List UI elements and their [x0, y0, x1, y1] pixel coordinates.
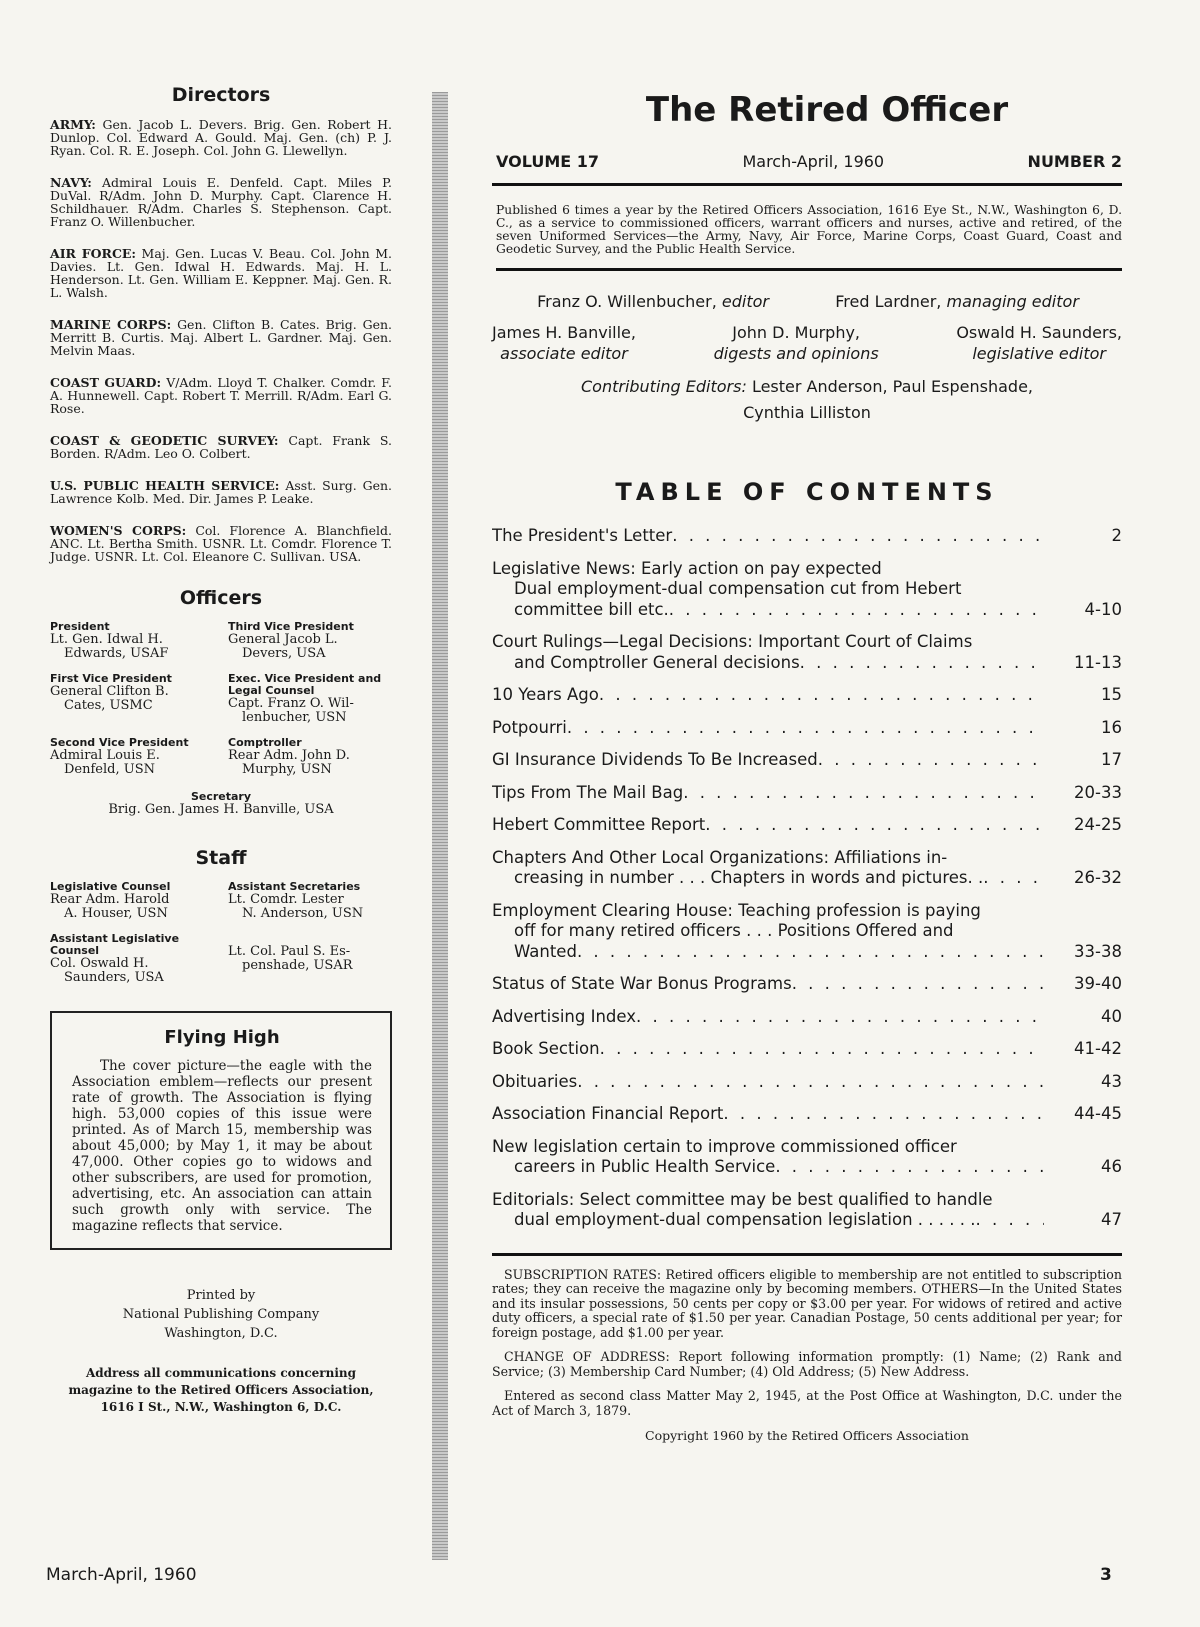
- officer-entry: [228, 933, 392, 985]
- toc-entry-title: 10 Years Ago . . .: [492, 685, 1044, 706]
- director-names: V/Adm. Lloyd T. Chalker. Comdr. F. A. Hunnewell. Capt. Robert T. Merrill. R/Adm. Earl G. Rose.: [50, 375, 392, 416]
- editor-entry: Oswald H. Saunders, legislative editor: [956, 323, 1122, 363]
- officer-entry: [50, 933, 214, 985]
- toc-page-number: 4-10: [1084, 599, 1122, 619]
- director-group: [50, 176, 392, 228]
- toc-page-number: 2: [1111, 526, 1122, 545]
- toc-entry: [492, 783, 1122, 804]
- staff-grid: [50, 881, 392, 985]
- toc-entry-title: GI Insurance Dividends To Be Increased . . .: [492, 750, 1044, 771]
- branch-label: COAST GUARD:: [50, 375, 162, 390]
- magazine-title: The Retired Officer: [645, 90, 1009, 130]
- staff-heading: Staff: [195, 847, 247, 869]
- contributing-editors: [492, 374, 1122, 426]
- printed-by: [50, 1286, 392, 1343]
- editor-entry: John D. Murphy, digests and opinions: [713, 323, 879, 363]
- officer-role: Assistant Secretaries: [228, 880, 361, 893]
- officer-role: Comptroller: [228, 736, 302, 749]
- officer-role: Legislative Counsel: [50, 880, 171, 893]
- publication-note: Published 6 times a year by the Retired Officers Association, 1616 Eye St., N.W., Washington 6, D. C., as a service to commissioned officers, warrant officers and nurses, active and retired, of the seven Uniformed Services—the Army, Navy, Air Force, Marine Corps, Coast Guard, Coast and Geodetic Survey, and the Public Health Service.: [496, 204, 1122, 271]
- officers-heading: Officers: [179, 587, 263, 609]
- toc-page-number: 26-32: [1074, 868, 1122, 887]
- director-names: Col. Florence A. Blanchfield. ANC. Lt. Bertha Smith. USNR. Lt. Comdr. Florence T. Judge. USNR. Lt. Col. Eleanore C. Sullivan. USA.: [50, 523, 392, 564]
- toc-entry: [492, 750, 1122, 771]
- toc-page-number: 46: [1101, 1157, 1122, 1176]
- contributing-names: Lester Anderson, Paul Espenshade,: [751, 377, 1034, 396]
- toc-title: TABLE OF CONTENTS: [615, 478, 999, 506]
- toc-entry: [492, 526, 1122, 547]
- flying-high-title: Flying High: [164, 1027, 280, 1048]
- toc-entry: [492, 901, 1122, 963]
- director-names: Gen. Clifton B. Cates. Brig. Gen. Merritt B. Curtis. Maj. Albert L. Gardner. Maj. Gen. Melvin Maas.: [50, 317, 393, 358]
- contributing-names: Cynthia Lilliston: [743, 403, 871, 422]
- toc-entry-title: Book Section . . .: [492, 1039, 1044, 1060]
- officer-name: Lt. Comdr. Lester N. Anderson, USN: [228, 892, 364, 921]
- officer-name: Lt. Col. Paul S. Es- penshade, USAR: [228, 944, 353, 973]
- page-number: 3: [1100, 1565, 1112, 1585]
- flying-high-box: [50, 1011, 392, 1250]
- toc-page-number: 20-33: [1074, 782, 1122, 802]
- toc-entry-title: The President's Letter . . .: [492, 526, 1044, 547]
- toc-page-number: 17: [1101, 750, 1122, 769]
- secretary-name: Brig. Gen. James H. Banville, USA: [108, 802, 334, 817]
- director-names: Asst. Surg. Gen. Lawrence Kolb. Med. Dir. James P. Leake.: [50, 478, 392, 506]
- toc-entry-title: Editorials: Select committee may be best qualified to handle dual employment-dual compensation legislation . . . . . . . . .: [492, 1190, 1044, 1231]
- toc-page-number: 43: [1101, 1071, 1122, 1091]
- officer-name: Col. Oswald H. Saunders, USA: [50, 956, 164, 985]
- right-column: [492, 90, 1122, 1443]
- director-names: Gen. Jacob L. Devers. Brig. Gen. Robert H. Dunlop. Col. Edward A. Gould. Maj. Gen. (ch) P. J. Ryan. Col. R. E. Joseph. Col. John G. Llewellyn.: [50, 117, 392, 158]
- officer-entry: [50, 737, 214, 777]
- issue-info: [492, 152, 1122, 186]
- printed-by-line: Washington, D.C.: [164, 1326, 278, 1341]
- toc-page-number: 39-40: [1074, 974, 1122, 993]
- table-of-contents: [492, 526, 1122, 1231]
- issue-date: March-April, 1960: [742, 152, 885, 171]
- toc-entry-title: New legislation certain to improve commissioned officer careers in Public Health Service . . .: [492, 1137, 1044, 1178]
- officers-grid: [50, 621, 392, 777]
- branch-label: ARMY:: [50, 117, 96, 132]
- officer-name: Rear Adm. Harold A. Houser, USN: [50, 892, 170, 921]
- address-line: magazine to the Retired Officers Association,: [68, 1383, 374, 1397]
- officer-role: Second Vice President: [50, 736, 189, 749]
- subscription-info: [492, 1253, 1122, 1419]
- officer-role: Assistant Legislative Counsel: [50, 932, 180, 957]
- toc-entry-title: Hebert Committee Report . . .: [492, 815, 1044, 836]
- editors-row-1: [492, 291, 1122, 312]
- toc-entry: [492, 1007, 1122, 1028]
- issue-number: NUMBER 2: [1027, 152, 1122, 171]
- director-group: [50, 524, 392, 563]
- toc-page-number: 11-13: [1074, 652, 1122, 672]
- toc-page-number: 16: [1101, 717, 1122, 737]
- editor-entry: Franz O. Willenbucher, editor: [537, 292, 769, 311]
- officer-name: General Jacob L. Devers, USA: [228, 632, 338, 661]
- director-names: Maj. Gen. Lucas V. Beau. Col. John M. Davies. Lt. Gen. Idwal H. Edwards. Maj. H. L. Henderson. Lt. Gen. William E. Keppner. Maj. Gen. R. L. Walsh.: [50, 246, 392, 300]
- officer-entry: [50, 673, 214, 725]
- officer-name: Capt. Franz O. Wil- lenbucher, USN: [228, 696, 354, 725]
- director-group: [50, 118, 392, 157]
- officer-name: General Clifton B. Cates, USMC: [50, 684, 169, 713]
- toc-entry-title: Association Financial Report . . .: [492, 1104, 1044, 1125]
- copyright: Copyright 1960 by the Retired Officers Association: [645, 1428, 969, 1443]
- branch-label: COAST & GEODETIC SURVEY:: [50, 433, 279, 448]
- toc-entry-title: Advertising Index . . .: [492, 1007, 1044, 1028]
- toc-entry: [492, 718, 1122, 739]
- change-of-address: CHANGE OF ADDRESS: Report following information promptly: (1) Name; (2) Rank and Service; (3) Membership Card Number; (4) Old Address; (5) New Address.: [492, 1349, 1122, 1379]
- director-group: [50, 376, 392, 415]
- editor-entry: Fred Lardner, managing editor: [835, 292, 1079, 311]
- toc-entry: [492, 685, 1122, 706]
- officer-name: Rear Adm. John D. Murphy, USN: [228, 748, 350, 777]
- toc-entry-title: Obituaries . . .: [492, 1072, 1044, 1093]
- toc-entry-title: Legislative News: Early action on pay expected Dual employment-dual compensation cut from Hebert committee bill etc. . . .: [492, 559, 1044, 621]
- secretary-role: Secretary: [190, 790, 252, 803]
- branch-label: AIR FORCE:: [50, 246, 137, 261]
- toc-entry-title: Status of State War Bonus Programs . . .: [492, 974, 1044, 995]
- officer-entry: [50, 881, 214, 921]
- officer-entry: [228, 621, 392, 661]
- director-group: [50, 247, 392, 299]
- officer-entry: [228, 737, 392, 777]
- printed-by-line: National Publishing Company: [122, 1307, 320, 1322]
- branch-label: MARINE CORPS:: [50, 317, 172, 332]
- address-line: Address all communications concerning: [85, 1366, 357, 1380]
- toc-page-number: 24-25: [1074, 815, 1122, 834]
- branch-label: WOMEN'S CORPS:: [50, 523, 187, 538]
- branch-label: U.S. PUBLIC HEALTH SERVICE:: [50, 478, 280, 493]
- toc-page-number: 47: [1101, 1210, 1122, 1229]
- branch-label: NAVY:: [50, 175, 92, 190]
- column-divider: [432, 92, 448, 1560]
- officer-role: President: [50, 620, 110, 633]
- toc-entry: [492, 1039, 1122, 1060]
- footer-date: March-April, 1960: [46, 1565, 197, 1585]
- officer-entry: [50, 621, 214, 661]
- toc-page-number: 41-42: [1074, 1039, 1122, 1058]
- directors-heading: Directors: [171, 84, 271, 106]
- toc-entry-title: Tips From The Mail Bag . . .: [492, 783, 1044, 804]
- officer-role: Third Vice President: [228, 620, 354, 633]
- toc-page-number: 15: [1101, 685, 1122, 704]
- director-names: Admiral Louis E. Denfeld. Capt. Miles P. DuVal. R/Adm. John D. Murphy. Capt. Clarence H. Schildhauer. R/Adm. Charles S. Stephenson. Capt. Franz O. Willenbucher.: [50, 175, 392, 229]
- toc-entry-title: Chapters And Other Local Organizations: Affiliations in- creasing in number . . . Chapters in words and pictures. . . . .: [492, 848, 1044, 889]
- entered-note: Entered as second class Matter May 2, 1945, at the Post Office at Washington, D.C. under the Act of March 3, 1879.: [492, 1388, 1122, 1418]
- toc-entry-title: Potpourri . . .: [492, 718, 1044, 739]
- toc-entry: [492, 559, 1122, 621]
- editor-entry: James H. Banville, associate editor: [492, 323, 636, 363]
- toc-entry: [492, 1190, 1122, 1231]
- toc-entry-title: Employment Clearing House: Teaching profession is paying off for many retired officers . . . Positions Offered and Wanted . . .: [492, 901, 1044, 963]
- toc-page-number: 40: [1101, 1006, 1122, 1026]
- flying-high-text: The cover picture—the eagle with the Association emblem—reflects our present rate of growth. The Association is flying high. 53,000 copies of this issue were printed. As of March 15, membership was about 45,000; by May 1, it may be about 47,000. Other copies go to widows and other subscribers, are used for promotion, advertising, etc. An association can attain such growth only with service. The magazine reflects that service.: [72, 1058, 372, 1234]
- officer-name: Lt. Gen. Idwal H. Edwards, USAF: [50, 632, 169, 661]
- toc-entry: [492, 974, 1122, 995]
- subscription-rates: SUBSCRIPTION RATES: Retired officers eligible to membership are not entitled to subscription rates; they can receive the magazine only by becoming members. OTHERS—In the United States and its insular possessions, 50 cents per copy or $3.00 per year. For widows of retired and active duty officers, a special rate of $1.50 per year. Canadian Postage, 50 cents additional per year; for foreign postage, add $1.00 per year.: [492, 1266, 1122, 1340]
- toc-entry: [492, 848, 1122, 889]
- director-group: [50, 434, 392, 460]
- toc-entry: [492, 632, 1122, 673]
- officer-role: Exec. Vice President and Legal Counsel: [228, 672, 382, 697]
- volume-label: VOLUME 17: [496, 152, 600, 171]
- printed-by-line: Printed by: [186, 1288, 256, 1303]
- address-note: [50, 1365, 392, 1416]
- officer-role: First Vice President: [50, 672, 172, 685]
- contributing-label: Contributing Editors:: [580, 377, 747, 396]
- toc-entry: [492, 815, 1122, 836]
- officer-entry: [228, 673, 392, 725]
- director-group: [50, 318, 392, 357]
- directors-list: [50, 118, 392, 563]
- editors-row-2: [492, 322, 1122, 364]
- toc-entry: [492, 1104, 1122, 1125]
- toc-entry-title: Court Rulings—Legal Decisions: Important Court of Claims and Comptroller General decisions . . .: [492, 632, 1044, 673]
- director-names: Capt. Frank S. Borden. R/Adm. Leo O. Colbert.: [50, 433, 392, 461]
- toc-entry: [492, 1137, 1122, 1178]
- left-column: [50, 84, 392, 1416]
- toc-entry: [492, 1072, 1122, 1093]
- officer-name: Admiral Louis E. Denfeld, USN: [50, 748, 160, 777]
- address-line: 1616 I St., N.W., Washington 6, D.C.: [100, 1400, 342, 1414]
- secretary-block: [50, 791, 392, 817]
- toc-page-number: 33-38: [1074, 941, 1122, 961]
- editors-block: [492, 291, 1122, 426]
- toc-page-number: 44-45: [1074, 1104, 1122, 1123]
- director-group: [50, 479, 392, 505]
- officer-entry: [228, 881, 392, 921]
